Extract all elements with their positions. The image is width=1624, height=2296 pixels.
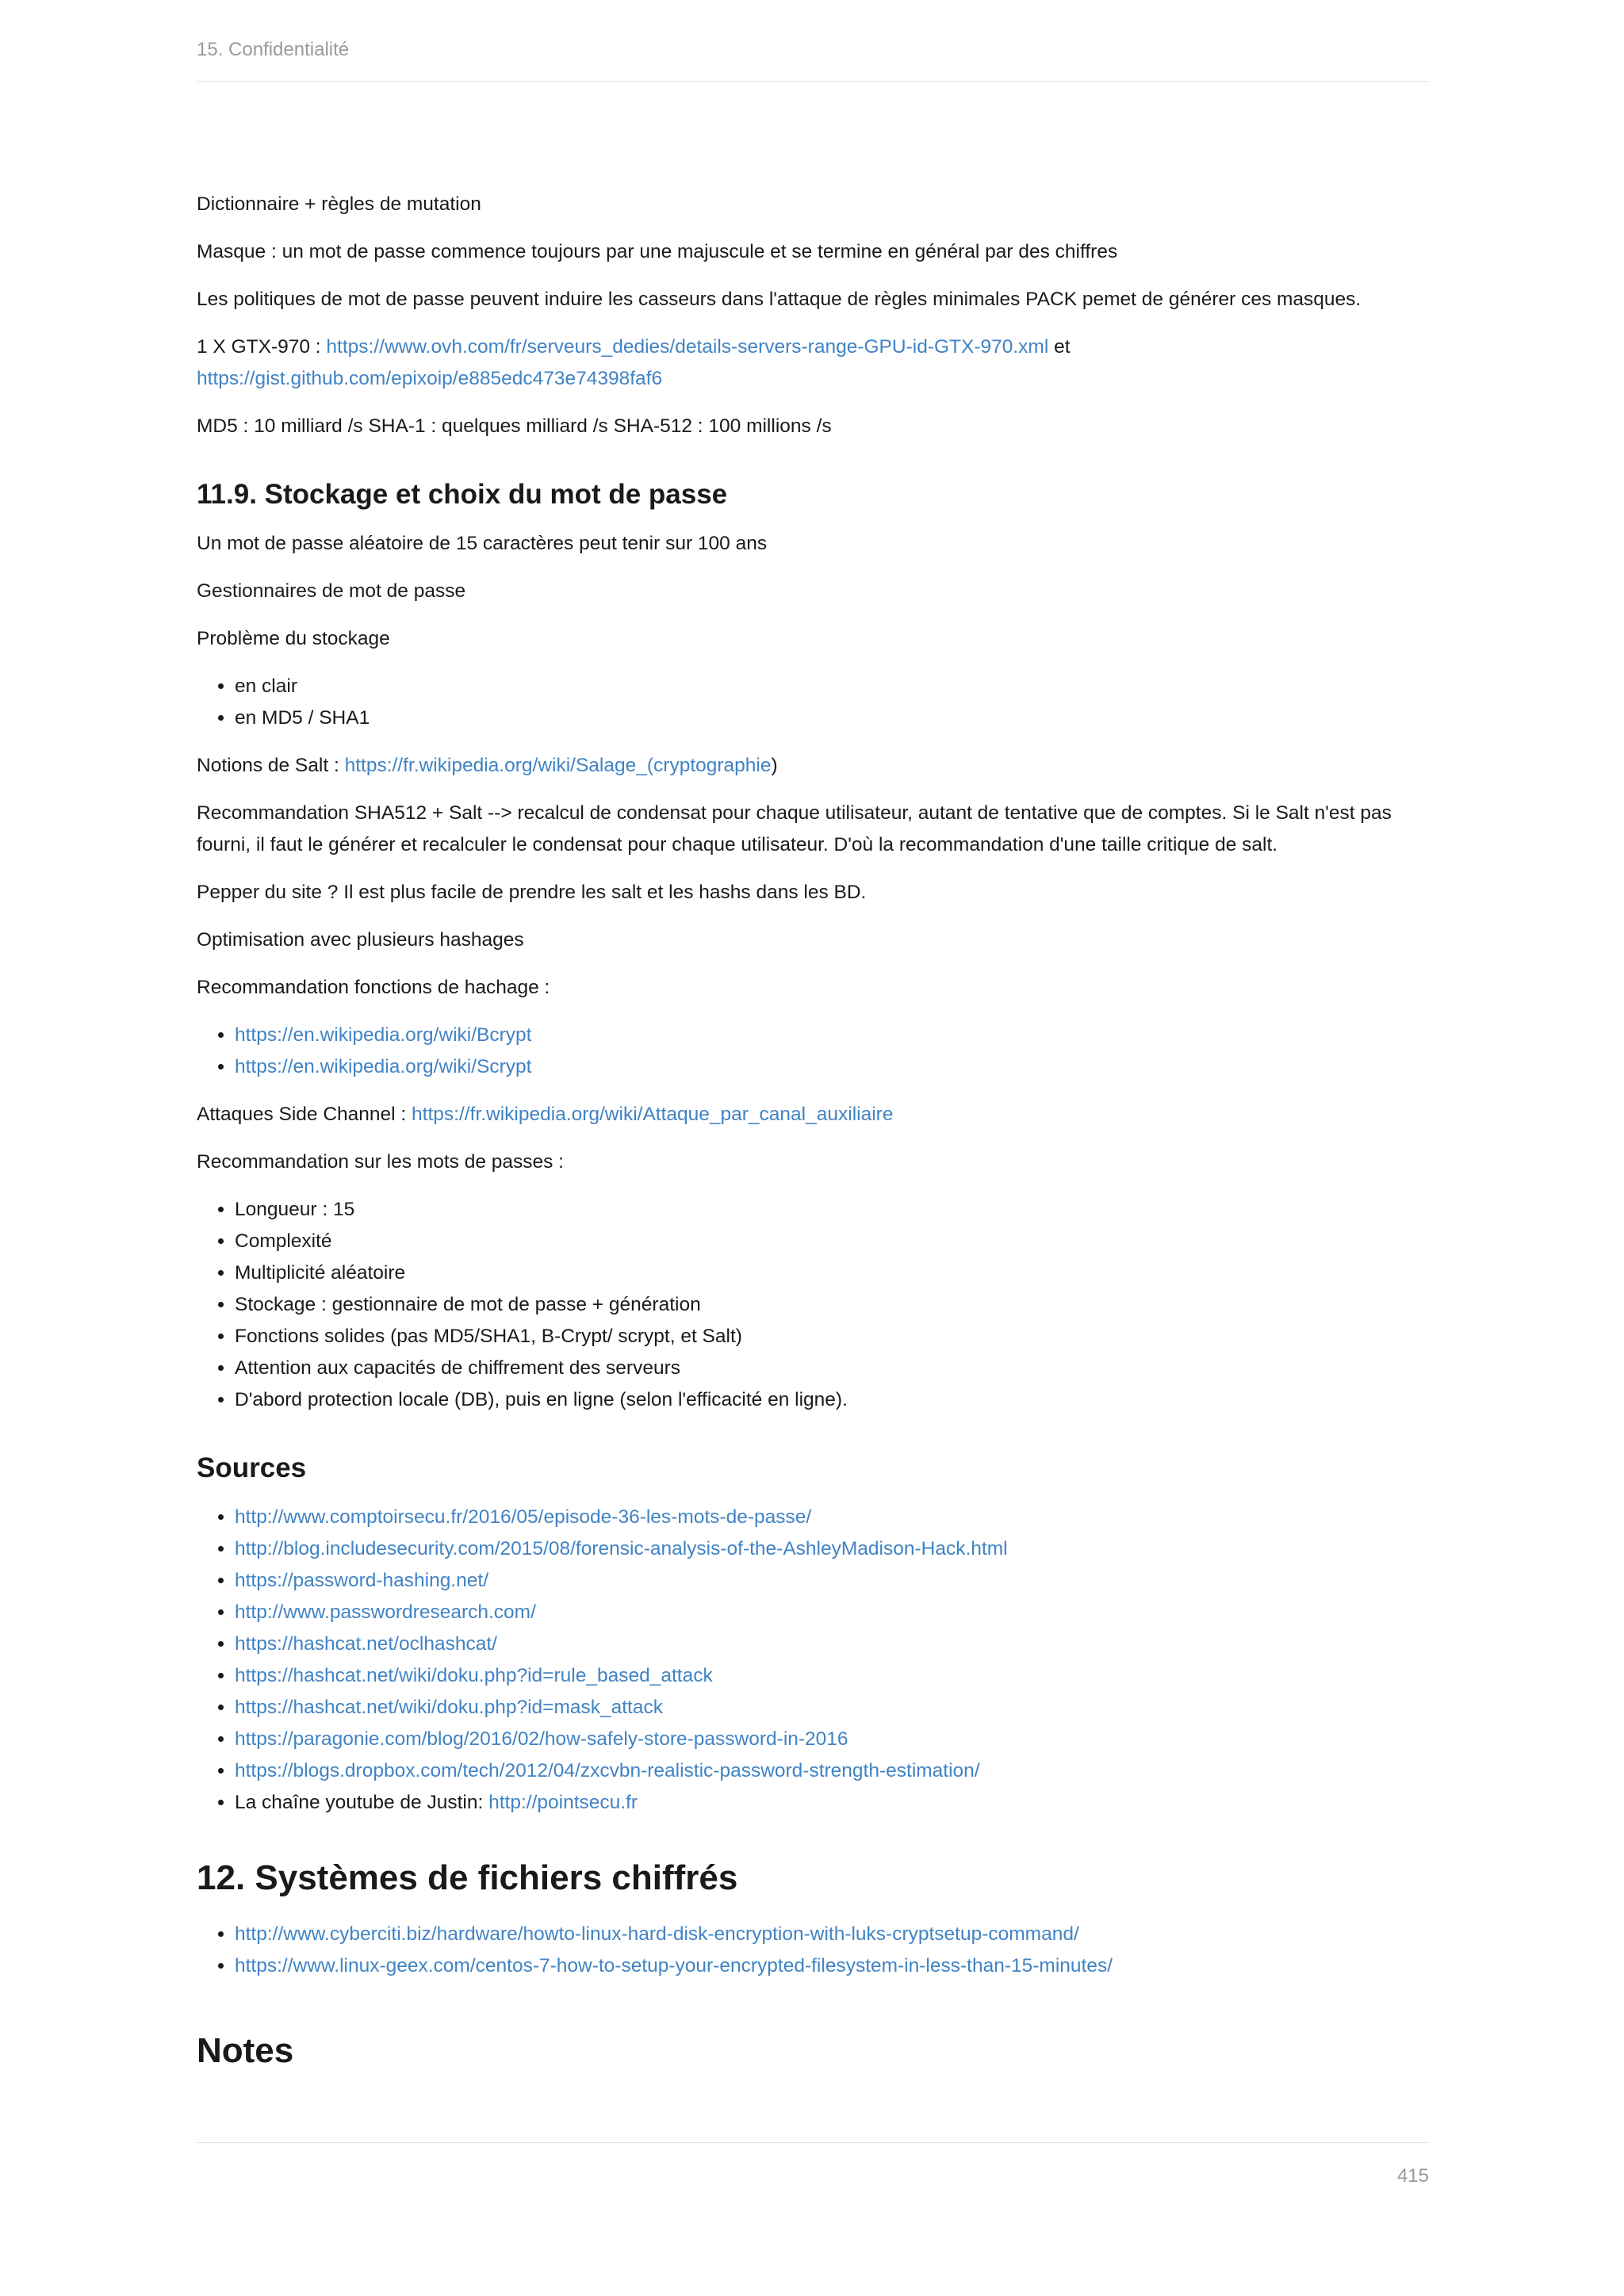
paragraph-storage-problem: Problème du stockage <box>197 628 390 649</box>
list-item: • Stockage : gestionnaire de mot de passe + génération <box>235 1289 1429 1321</box>
scrypt-link[interactable]: https://en.wikipedia.org/wiki/Scrypt <box>235 1056 532 1077</box>
paragraph-hash-rates: MD5 : 10 milliard /s SHA-1 : quelques milliard /s SHA-512 : 100 millions /s <box>197 415 832 437</box>
source-link[interactable]: https://password-hashing.net/ <box>235 1570 489 1591</box>
salt-prefix: Notions de Salt : <box>197 755 345 776</box>
pointsecu-link[interactable]: http://pointsecu.fr <box>488 1792 638 1813</box>
list-item <box>235 1502 1429 1533</box>
list-item <box>235 1597 1429 1628</box>
list-item <box>235 1950 1429 1982</box>
source-link[interactable]: http://www.passwordresearch.com/ <box>235 1601 536 1623</box>
list-item <box>235 1660 1429 1692</box>
paragraph-policies: Les politiques de mot de passe peuvent induire les casseurs dans l'attaque de règles minimales PACK pemet de générer ces masques. <box>197 289 1362 310</box>
heading-12: 12. Systèmes de fichiers chiffrés <box>197 1858 738 1897</box>
cyberciti-link[interactable]: http://www.cyberciti.biz/hardware/howto-linux-hard-disk-encryption-with-luks-cryptsetup-command/ <box>235 1923 1079 1945</box>
paragraph-pepper: Pepper du site ? Il est plus facile de prendre les salt et les hashs dans les BD. <box>197 882 867 903</box>
list-item <box>235 1787 1429 1819</box>
page-content <box>197 189 1429 2091</box>
list-item: • Fonctions solides (pas MD5/SHA1, B-Crypt/ scrypt, et Salt) <box>235 1321 1429 1353</box>
list-item <box>235 1533 1429 1565</box>
hash-links-list <box>197 1020 1429 1083</box>
youtube-prefix: La chaîne youtube de Justin: <box>235 1792 489 1813</box>
heading-11-9: 11.9. Stockage et choix du mot de passe <box>197 479 728 510</box>
source-link[interactable]: https://hashcat.net/wiki/doku.php?id=rule_based_attack <box>235 1665 713 1686</box>
list-item <box>235 1565 1429 1597</box>
paragraph-sha512-recommendation: Recommandation SHA512 + Salt --> recalcul de condensat pour chaque utilisateur, autant de tentative que de comptes. Si le Salt n'est pas fourni, il faut le générer et recalculer le condensat pour chaque utilisateur. D'où la recommandation d'une taille critique de salt. <box>197 802 1392 855</box>
source-link[interactable]: https://hashcat.net/wiki/doku.php?id=mask_attack <box>235 1697 663 1718</box>
ovh-gtx-link[interactable]: https://www.ovh.com/fr/serveurs_dedies/details-servers-range-GPU-id-GTX-970.xml <box>326 336 1049 358</box>
list-item: • Multiplicité aléatoire <box>235 1257 1429 1289</box>
list-item: • Longueur : 15 <box>235 1194 1429 1226</box>
heading-notes: Notes <box>197 2031 294 2070</box>
list-item: • D'abord protection locale (DB), puis en ligne (selon l'efficacité en ligne). <box>235 1384 1429 1416</box>
paragraph-mask: Masque : un mot de passe commence toujours par une majuscule et se termine en général par des chiffres <box>197 241 1118 262</box>
encrypted-fs-links-list <box>197 1919 1429 1982</box>
page-footer <box>197 2142 1429 2187</box>
gtx-mid: et <box>1048 336 1071 358</box>
source-link[interactable]: http://www.comptoirsecu.fr/2016/05/episode-36-les-mots-de-passe/ <box>235 1506 812 1528</box>
list-item <box>235 1919 1429 1950</box>
salt-wiki-link[interactable]: https://fr.wikipedia.org/wiki/Salage_(cryptographie <box>344 755 772 776</box>
page-number: 415 <box>1396 2165 1429 2187</box>
github-gist-link[interactable]: https://gist.github.com/epixoip/e885edc473e74398faf6 <box>197 368 663 389</box>
salt-suffix: ) <box>771 755 778 776</box>
source-link[interactable]: http://blog.includesecurity.com/2015/08/forensic-analysis-of-the-AshleyMadison-Hack.html <box>235 1538 1008 1559</box>
list-item <box>235 1755 1429 1787</box>
paragraph-hash-recommendation: Recommandation fonctions de hachage : <box>197 977 550 998</box>
list-item <box>235 1724 1429 1755</box>
sources-list <box>197 1502 1429 1819</box>
heading-sources: Sources <box>197 1452 307 1483</box>
password-recommendations-list <box>197 1194 1429 1416</box>
list-item <box>235 1628 1429 1660</box>
linux-geex-link[interactable]: https://www.linux-geex.com/centos-7-how-to-setup-your-encrypted-filesystem-in-less-than-15-minutes/ <box>235 1955 1113 1976</box>
paragraph-salt <box>197 750 1429 782</box>
running-header <box>197 35 1429 82</box>
paragraph-dictionary: Dictionnaire + règles de mutation <box>197 193 481 215</box>
side-channel-link[interactable]: https://fr.wikipedia.org/wiki/Attaque_par_canal_auxiliaire <box>412 1104 894 1125</box>
paragraph-optimisation: Optimisation avec plusieurs hashages <box>197 929 524 951</box>
list-item: • en MD5 / SHA1 <box>235 702 1429 734</box>
paragraph-gtx <box>197 331 1429 395</box>
source-link[interactable]: https://blogs.dropbox.com/tech/2012/04/zxcvbn-realistic-password-strength-estimation/ <box>235 1760 980 1781</box>
list-item <box>235 1020 1429 1051</box>
list-item: • Complexité <box>235 1226 1429 1257</box>
paragraph-password-managers: Gestionnaires de mot de passe <box>197 580 466 602</box>
chapter-title: 15. Confidentialité <box>197 39 350 60</box>
list-item <box>235 1692 1429 1724</box>
paragraph-random-password: Un mot de passe aléatoire de 15 caractères peut tenir sur 100 ans <box>197 533 768 554</box>
side-channel-prefix: Attaques Side Channel : <box>197 1104 412 1125</box>
list-item: • en clair <box>235 671 1429 702</box>
storage-list <box>197 671 1429 734</box>
paragraph-side-channel <box>197 1099 1429 1131</box>
list-item: • Attention aux capacités de chiffrement des serveurs <box>235 1353 1429 1384</box>
source-link[interactable]: https://paragonie.com/blog/2016/02/how-safely-store-password-in-2016 <box>235 1728 848 1750</box>
list-item <box>235 1051 1429 1083</box>
paragraph-password-recommendation: Recommandation sur les mots de passes : <box>197 1151 564 1173</box>
bcrypt-link[interactable]: https://en.wikipedia.org/wiki/Bcrypt <box>235 1024 532 1046</box>
source-link[interactable]: https://hashcat.net/oclhashcat/ <box>235 1633 497 1655</box>
gtx-prefix: 1 X GTX-970 : <box>197 336 327 358</box>
